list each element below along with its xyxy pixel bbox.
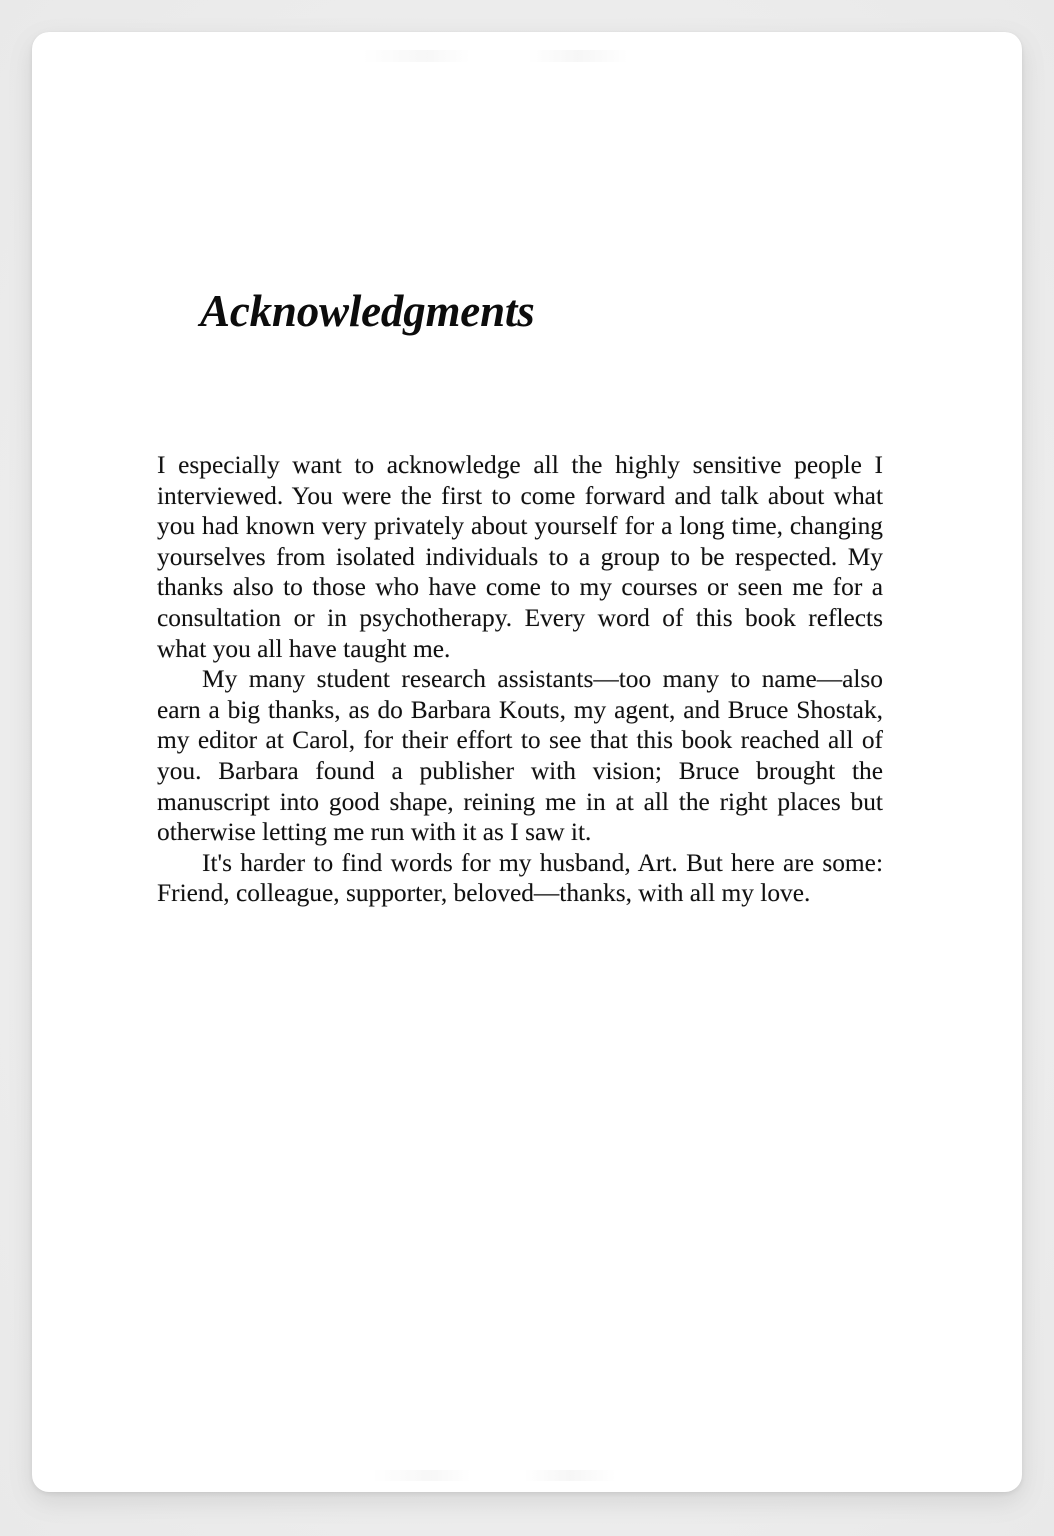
scan-artifact-top	[362, 50, 722, 62]
book-page-sheet	[32, 32, 1022, 1492]
paragraph: I especially want to acknowledge all the highly sensitive people I interviewed. You were the first to come forward and talk about what you had known very privately about yourself for a long time, changing yourselves from isolated individuals to a group to be respected. My thanks also to those who have come to my courses or seen me for a consultation or in psychotherapy. Every word of this book reflects what you all have taught me.	[157, 451, 883, 663]
page-title: Acknowledgments	[200, 286, 535, 336]
paragraph: My many student research assistants—too many to name—also earn a big thanks, as do Barbara Kouts, my agent, and Bruce Shostak, my editor at Carol, for their effort to see that this book reached all of you. Barbara found a publisher with vision; Bruce brought the manuscript into good shape, reining me in at all the right places but otherwise letting me run with it as I saw it.	[157, 665, 883, 847]
scan-artifact-bottom	[372, 1470, 702, 1481]
paragraph: It's harder to find words for my husband, Art. But here are some: Friend, colleague, supporter, beloved—thanks, with all my love.	[157, 848, 883, 908]
body-text-column	[157, 450, 883, 909]
